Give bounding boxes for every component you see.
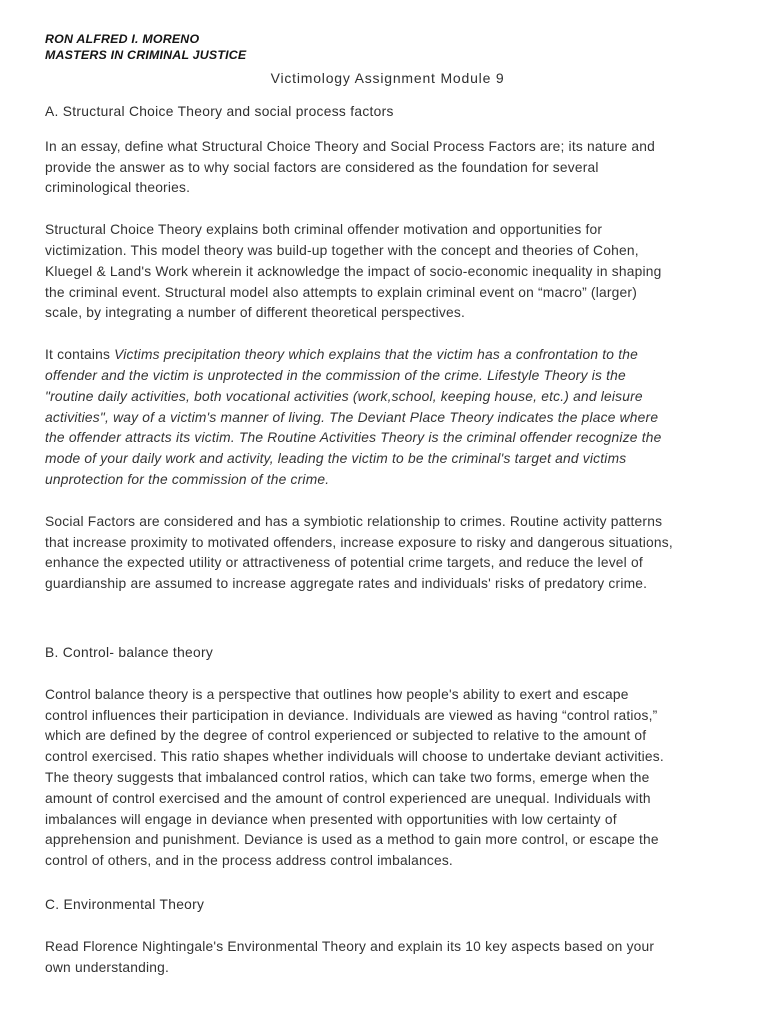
author-name: RON ALFRED I. MORENO [45,32,200,46]
text-run: It contains [45,347,115,363]
paragraph-line: apprehension and punishment. Deviance is used as a method to gain more control, or escape the [45,832,659,848]
paragraph-line: The theory suggests that imbalanced control ratios, which can take two forms, emerge when the [45,769,650,785]
document-title: Victimology Assignment Module 9 [270,70,505,86]
paragraph-line: the criminal event. Structural model also attempts to explain criminal event on “macro” (larger) [45,284,637,300]
paragraph-line: Kluegel & Land's Work wherein it acknowledge the impact of socio-economic inequality in shaping [45,263,662,279]
paragraph-line: victimization. This model theory was build-up together with the concept and theories of Cohen, [45,242,639,258]
paragraph-line: Structural Choice Theory explains both criminal offender motivation and opportunities for [45,222,603,238]
paragraph-line: Read Florence Nightingale's Environmental Theory and explain its 10 key aspects based on your [45,938,655,954]
paragraph-environmental [45,937,730,979]
paragraph-line: that increase proximity to motivated offenders, increase exposure to risky and dangerous situations, [45,534,673,550]
paragraph-line: Control balance theory is a perspective that outlines how people's ability to exert and escape [45,686,629,702]
paragraph-line: mode of your daily work and activity, leading the victim to be the criminal's target and victims [45,451,627,467]
paragraph-line: amount of control exercised and the amount of control experienced are unequal. Individuals with [45,790,651,806]
paragraph-line: criminological theories. [45,180,191,196]
section-a-heading: A. Structural Choice Theory and social process factors [45,104,394,119]
paragraph-control-balance [45,685,730,872]
paragraph-line: enhance the expected utility or attractiveness of potential crime targets, and reduce the level of [45,555,643,571]
paragraph-line: control exercised. This ratio shapes whether individuals will choose to undertake deviant activities. [45,749,664,765]
paragraph-line: offender and the victim is unprotected in the commission of the crime. Lifestyle Theory is the [45,367,626,383]
paragraph-line: "routine daily activities, both vocational activities (work,school, keeping house, etc.) and leisure [45,388,643,404]
paragraph-line: the offender attracts its victim. The Routine Activities Theory is the criminal offender recognize the [45,430,662,446]
paragraph-structural-choice [45,220,730,324]
paragraph-essay-prompt [45,137,730,199]
section-b-heading: B. Control- balance theory [45,644,214,660]
paragraph-line: In an essay, define what Structural Choice Theory and Social Process Factors are; its nature and [45,138,655,154]
paragraph-line: control influences their participation in deviance. Individuals are viewed as having “control ratios,” [45,707,658,723]
author-program: MASTERS IN CRIMINAL JUSTICE [45,48,247,62]
paragraph-line: which are defined by the degree of control experienced or subjected to relative to the amount of [45,728,647,744]
paragraph-line: guardianship are assumed to increase aggregate rates and individuals' risks of predatory crime. [45,576,648,592]
paragraph-line: provide the answer as to why social factors are considered as the foundation for several [45,159,599,175]
document-body [45,102,730,978]
paragraph-theories-italic [45,345,730,491]
paragraph-line [45,345,730,366]
paragraph-line: own understanding. [45,959,170,975]
paragraph-line: Social Factors are considered and has a symbiotic relationship to crimes. Routine activity patterns [45,513,663,529]
section-c-heading: C. Environmental Theory [45,896,205,912]
paragraph-line: scale, by integrating a number of different theoretical perspectives. [45,305,466,321]
paragraph-line: control of others, and in the process address control imbalances. [45,853,453,869]
text-run: Victims precipitation theory which explains that the victim has a confrontation to the [114,347,638,363]
paragraph-line: activities", way of a victim's manner of living. The Deviant Place Theory indicates the place where [45,409,659,425]
paragraph-line: unprotection for the commission of the crime. [45,471,330,487]
paragraph-social-factors [45,512,730,595]
paragraph-line: imbalances will engage in deviance when presented with opportunities with low certainty of [45,811,617,827]
